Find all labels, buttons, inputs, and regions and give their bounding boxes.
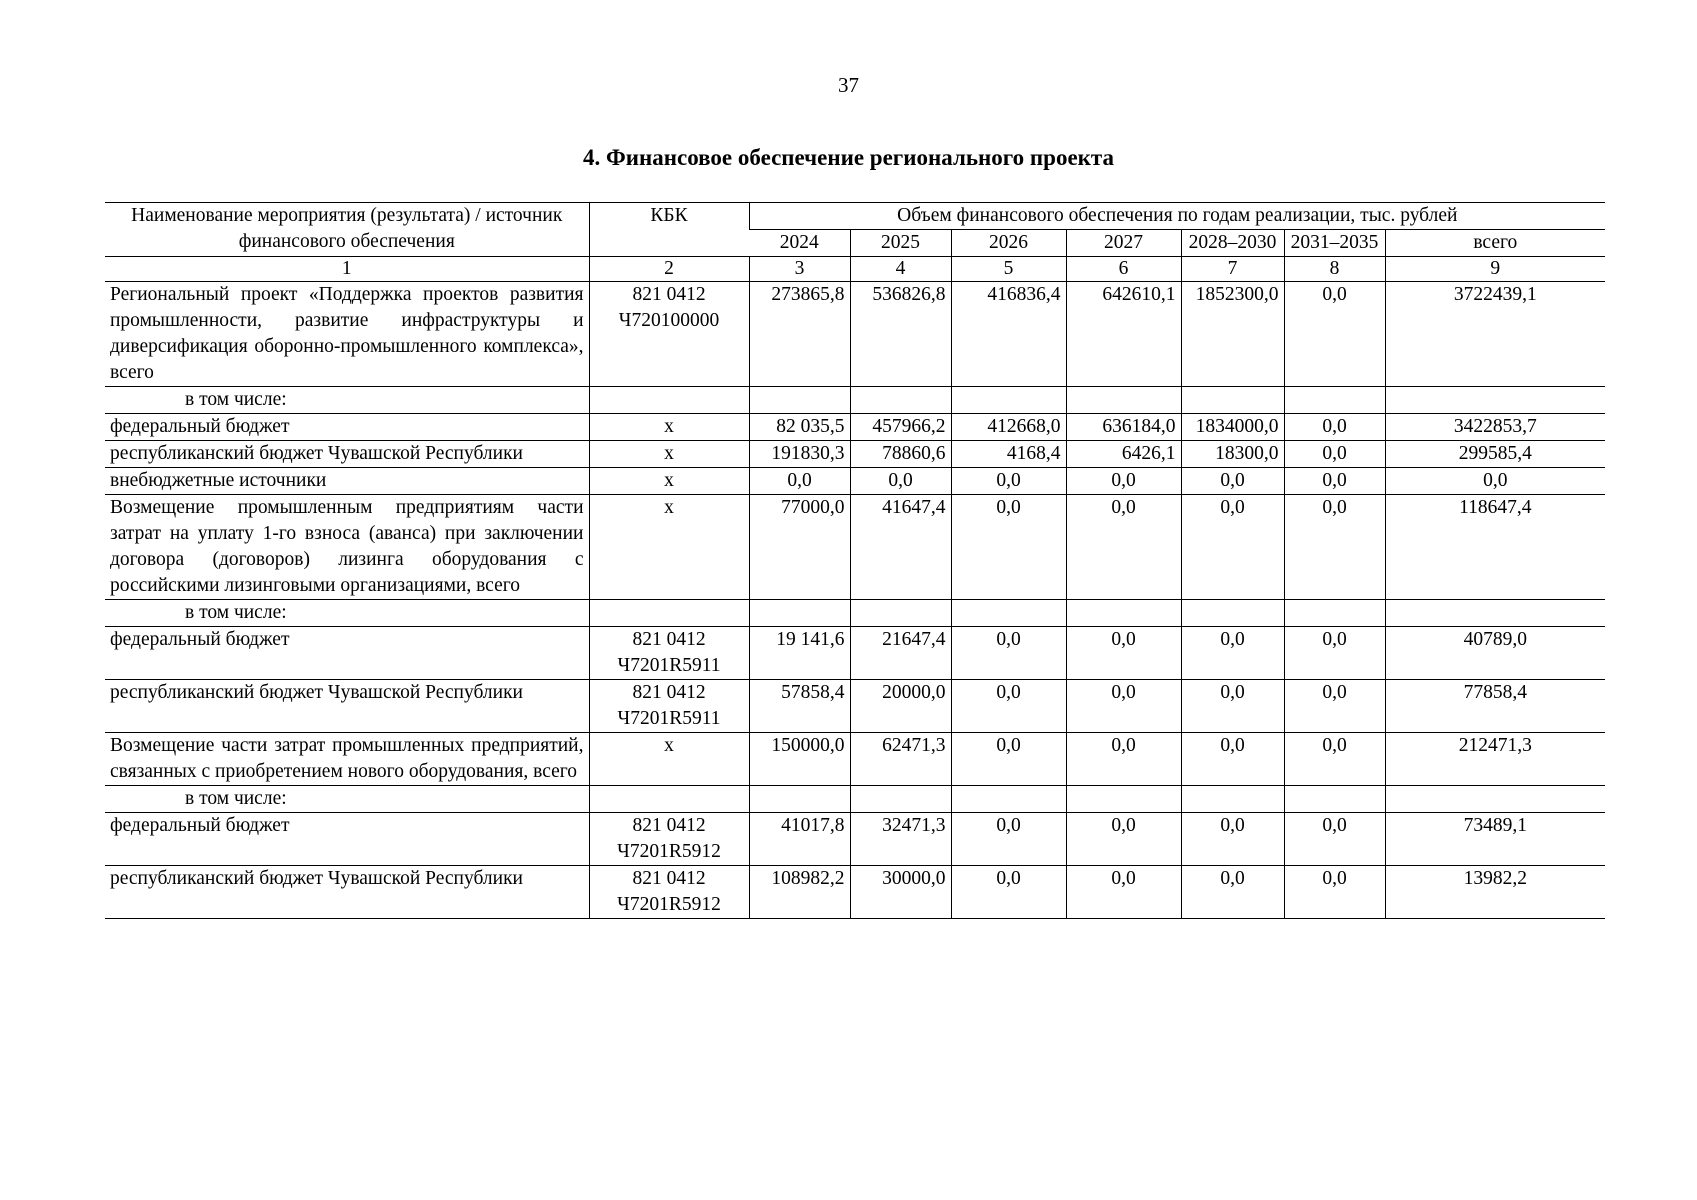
column-index: 7 [1181,257,1284,282]
table-row [105,495,1605,600]
row-value [1066,387,1181,414]
row-kbk: x [589,468,749,495]
table-body [105,282,1605,919]
row-value: 0,0 [1284,414,1385,441]
row-value: 30000,0 [850,866,951,919]
row-total: 0,0 [1385,468,1605,495]
table-row [105,468,1605,495]
column-index: 1 [105,257,589,282]
header-volume: Объем финансового обеспечения по годам реализации, тыс. рублей [749,203,1605,230]
table-row [105,680,1605,733]
row-kbk: 821 0412 Ч720100000 [589,282,749,387]
row-value: 0,0 [850,468,951,495]
row-value: 82 035,5 [749,414,850,441]
row-total: 73489,1 [1385,813,1605,866]
column-index: 6 [1066,257,1181,282]
row-total: 40789,0 [1385,627,1605,680]
row-value: 78860,6 [850,441,951,468]
row-value: 0,0 [1284,495,1385,600]
row-kbk: x [589,733,749,786]
header-year: 2025 [850,230,951,257]
column-index: 2 [589,257,749,282]
row-total: 77858,4 [1385,680,1605,733]
row-total [1385,600,1605,627]
column-index: 8 [1284,257,1385,282]
table-row [105,786,1605,813]
row-value: 21647,4 [850,627,951,680]
row-value: 0,0 [1284,813,1385,866]
header-year: 2028–2030 [1181,230,1284,257]
row-value: 0,0 [1284,468,1385,495]
row-value: 1852300,0 [1181,282,1284,387]
row-total: 212471,3 [1385,733,1605,786]
row-total: 299585,4 [1385,441,1605,468]
row-value: 0,0 [1066,866,1181,919]
table-row [105,600,1605,627]
row-value [1284,600,1385,627]
row-value: 0,0 [1181,813,1284,866]
row-value: 0,0 [1181,866,1284,919]
row-value: 0,0 [1181,468,1284,495]
row-value: 416836,4 [951,282,1066,387]
row-value: 4168,4 [951,441,1066,468]
row-value: 0,0 [951,813,1066,866]
row-kbk: x [589,414,749,441]
row-value: 0,0 [749,468,850,495]
section-title: 4. Финансовое обеспечение регионального проекта [583,145,1114,170]
header-total: всего [1385,230,1605,257]
row-value: 0,0 [951,627,1066,680]
row-value: 19 141,6 [749,627,850,680]
row-total: 3422853,7 [1385,414,1605,441]
row-value: 536826,8 [850,282,951,387]
row-value: 0,0 [1066,733,1181,786]
row-value: 0,0 [951,733,1066,786]
row-total: 3722439,1 [1385,282,1605,387]
row-kbk [589,387,749,414]
table-header [105,203,1605,282]
page-number: 37 [838,73,859,97]
header-name: Наименование мероприятия (результата) / источник финансового обеспечения [105,203,589,257]
row-kbk [589,786,749,813]
row-value [1181,600,1284,627]
row-value [951,387,1066,414]
row-kbk [589,600,749,627]
table-row [105,627,1605,680]
column-index: 3 [749,257,850,282]
row-value: 0,0 [1066,468,1181,495]
header-year: 2026 [951,230,1066,257]
row-value: 642610,1 [1066,282,1181,387]
row-value [1284,786,1385,813]
row-total [1385,786,1605,813]
row-value: 0,0 [1066,495,1181,600]
row-name: Возмещение промышленным предприятиям части затрат на уплату 1-го взноса (аванса) при заключении договора (договоров) лизинга оборудования с российскими лизинговыми организациями, всего [105,495,589,600]
table-row [105,441,1605,468]
column-index: 9 [1385,257,1605,282]
row-value: 0,0 [951,468,1066,495]
header-year: 2031–2035 [1284,230,1385,257]
header-year: 2024 [749,230,850,257]
row-value: 0,0 [1284,866,1385,919]
row-name: внебюджетные источники [105,468,589,495]
row-value [1066,786,1181,813]
row-value: 636184,0 [1066,414,1181,441]
row-value: 0,0 [1181,733,1284,786]
row-value: 0,0 [1181,680,1284,733]
row-value: 41647,4 [850,495,951,600]
column-index: 4 [850,257,951,282]
row-name: Возмещение части затрат промышленных предприятий, связанных с приобретением нового оборудования, всего [105,733,589,786]
row-value: 0,0 [1181,495,1284,600]
table-row [105,387,1605,414]
header-year: 2027 [1066,230,1181,257]
table-row [105,866,1605,919]
row-value: 273865,8 [749,282,850,387]
row-value [951,786,1066,813]
row-value [749,600,850,627]
row-value: 62471,3 [850,733,951,786]
row-value: 32471,3 [850,813,951,866]
row-value [1066,600,1181,627]
row-total [1385,387,1605,414]
row-value: 18300,0 [1181,441,1284,468]
row-value: 0,0 [1284,680,1385,733]
row-value: 0,0 [1066,813,1181,866]
row-kbk: x [589,441,749,468]
row-name: федеральный бюджет [105,414,589,441]
row-value: 0,0 [951,866,1066,919]
row-name: в том числе: [105,786,589,813]
header-kbk: КБК [589,203,749,257]
row-value: 457966,2 [850,414,951,441]
row-value: 1834000,0 [1181,414,1284,441]
row-name: республиканский бюджет Чувашской Республики [105,680,589,733]
row-name: республиканский бюджет Чувашской Республики [105,866,589,919]
row-value: 77000,0 [749,495,850,600]
row-name: федеральный бюджет [105,627,589,680]
row-name: федеральный бюджет [105,813,589,866]
row-name: в том числе: [105,387,589,414]
row-value: 0,0 [1284,733,1385,786]
column-index: 5 [951,257,1066,282]
row-value [1284,387,1385,414]
row-name: республиканский бюджет Чувашской Республики [105,441,589,468]
row-value [749,387,850,414]
row-value: 191830,3 [749,441,850,468]
row-value: 0,0 [1284,441,1385,468]
row-value: 0,0 [1284,627,1385,680]
row-total: 118647,4 [1385,495,1605,600]
row-name: Региональный проект «Поддержка проектов развития промышленности, развитие инфраструктуры и диверсификация оборонно-промышленного комплекса», всего [105,282,589,387]
row-value: 0,0 [1181,627,1284,680]
column-index-row [105,257,1605,282]
row-value: 150000,0 [749,733,850,786]
row-value [951,600,1066,627]
row-value [749,786,850,813]
row-kbk: 821 0412 Ч7201R5912 [589,866,749,919]
row-value: 0,0 [951,495,1066,600]
row-total: 13982,2 [1385,866,1605,919]
row-value: 412668,0 [951,414,1066,441]
row-value: 57858,4 [749,680,850,733]
row-value [850,387,951,414]
row-value [850,786,951,813]
financing-table [105,202,1605,919]
row-kbk: x [589,495,749,600]
row-kbk: 821 0412 Ч7201R5911 [589,627,749,680]
row-kbk: 821 0412 Ч7201R5912 [589,813,749,866]
row-value: 0,0 [1066,680,1181,733]
row-value: 108982,2 [749,866,850,919]
row-value: 41017,8 [749,813,850,866]
row-value: 6426,1 [1066,441,1181,468]
row-value: 0,0 [1066,627,1181,680]
row-kbk: 821 0412 Ч7201R5911 [589,680,749,733]
table-row [105,414,1605,441]
table-row [105,813,1605,866]
row-value [1181,786,1284,813]
table-row [105,733,1605,786]
table-row [105,282,1605,387]
row-value: 0,0 [951,680,1066,733]
row-value [850,600,951,627]
row-value: 0,0 [1284,282,1385,387]
row-value [1181,387,1284,414]
row-name: в том числе: [105,600,589,627]
row-value: 20000,0 [850,680,951,733]
